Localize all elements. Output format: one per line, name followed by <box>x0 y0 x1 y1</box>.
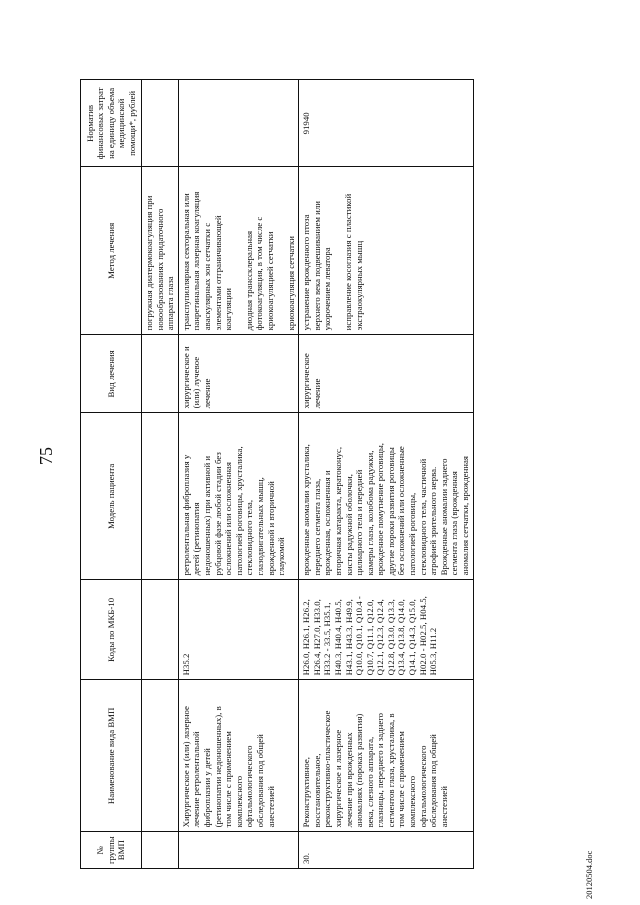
cell-model <box>142 413 179 580</box>
method-item: устранение врожденного птоза верхнего века подвешиванием или укорочением леватора <box>301 201 333 331</box>
cell-method: погружная диатермокоагуляция при новообразованиях придаточного аппарата глаза <box>142 167 179 335</box>
cell-model: врожденные аномалии хрусталика, переднего сегмента глаза, врожденная, осложненная и вторичная катаракта, кератоконус, кисты радужной оболочки, цилиарного тела и передней камеры глаза, колобома радужки, врожденное помутнение роговицы, другие пороки развития роговицы без осложнений или осложненные патологией роговицы, стекловидного тела, частичной атрофией зрительного нерва. Врожденные аномалии заднего сегмента глаза (врожденная аномалия сетчатки, врожденная <box>299 413 474 580</box>
header-treatment-method: Метод лечения <box>81 167 142 335</box>
header-patient-model: Модель пациента <box>81 413 142 580</box>
cell-type <box>142 335 179 413</box>
header-icd-codes: Коды по МКБ-10 <box>81 580 142 680</box>
method-item: транспупиллярная секторальная или панретинальная лазерная коагуляция аваскулярных зон сетчатки с элементами отграничивающей коагуляции <box>180 191 234 331</box>
cell-type: хирургическое лечение <box>299 335 474 413</box>
cell-model: ретролентальная фиброплазия у детей (ретинопатия недоношенных) при активной и рубцовой фазе любой стадии без осложнений или осложненная патологией роговицы, хрусталика, стекловидного тела, глазодвигательных мышц, врожденной и вторичной глаукомой <box>178 413 298 580</box>
cell-codes: H35.2 <box>178 580 298 680</box>
cell-norm <box>178 80 298 167</box>
method-item: диодная транссклеральная фотокоагуляция, в том числе с криокоагуляцией сетчатки <box>243 216 275 331</box>
cell-norm: 91940 <box>299 80 474 167</box>
page-number: 75 <box>36 447 56 465</box>
cell-group <box>178 832 298 869</box>
cell-norm <box>142 80 179 167</box>
header-treatment-type: Вид лечения <box>81 335 142 413</box>
cell-codes <box>142 580 179 680</box>
cell-codes: H26.0, H26.1, H26.2, H26.4, H27.0, H33.0, H33.2 - 33.5, H35.1, H40.3, H40.4, H40.5, H43.1, H43.3, H49.9, Q10.0, Q10.1, Q10.4 - Q10.7, Q11.1, Q12.0, Q12.1, Q12.3, Q12.4, Q12.8, Q13.0, Q13.3, Q13.4, Q13.8, Q14.0, Q14.1, Q14.3, Q15.0, H02.0 - H02.5, H04.5, H05.3, H11.2 <box>299 580 474 680</box>
header-group-number: № группы ВМП <box>81 832 142 869</box>
header-cost-norm: Норматив финансовых затрат на единицу объема медицинской помощи*, рублей <box>81 80 142 167</box>
method-item: исправление косоглазия с пластикой экстраокулярных мышц <box>342 193 364 331</box>
header-vmp-name: Наименование вида ВМП <box>81 680 142 832</box>
cell-name <box>142 680 179 832</box>
header-row <box>81 80 142 869</box>
file-footer: 20120504.doc <box>584 850 594 899</box>
table-row <box>142 80 179 869</box>
table-row <box>178 80 298 869</box>
method-item: криокоагуляция сетчатки <box>285 236 296 331</box>
cell-group <box>142 832 179 869</box>
cell-name: Реконструктивное, восстановительное, реконструктивно-пластическое хирургическое и лазерное лечение при врожденных аномалиях (пороках развития) века, слезного аппарата, глазницы, переднего и заднего сегментов глаза, хрусталика, в том числе с применением комплексного офтальмологического обследования под общей анестезией <box>299 680 474 832</box>
cell-name: Хирургическое и (или) лазерное лечение ретролентальной фиброплазии у детей (ретинопатии недоношенных), в том числе с применением комплексного офтальмологического обследования под общей анестезией <box>178 680 298 832</box>
table-row <box>299 80 474 869</box>
cell-group: 30. <box>299 832 474 869</box>
cell-method <box>178 167 298 335</box>
vmp-table <box>80 79 474 869</box>
cell-method <box>299 167 474 335</box>
cell-type: хирургическое и (или) лучевое лечение <box>178 335 298 413</box>
